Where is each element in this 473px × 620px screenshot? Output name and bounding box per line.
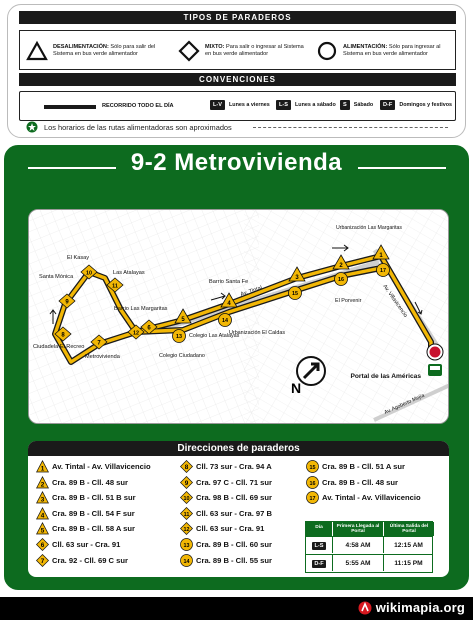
schedule-first-arrival: 4:58 AM	[332, 536, 383, 553]
stop-address: Cra. 89 B - Cll. 60 sur	[196, 540, 272, 549]
stop-address: Cra. 92 - Cll. 69 C sur	[52, 555, 128, 565]
stop-item	[306, 460, 405, 473]
stop-address: Cra. 89 B - Cll. 51 B sur	[52, 493, 136, 503]
diamond-icon	[178, 40, 200, 62]
triangle-icon	[36, 476, 49, 489]
circle-icon	[306, 460, 319, 473]
day-code-badge: D-F	[314, 561, 324, 567]
footer-bar	[0, 597, 473, 620]
map-stop-number: 12	[133, 330, 139, 337]
stop-number: 5	[40, 527, 45, 535]
stop-address: Cra. 89 B - Cll. 54 F sur	[52, 508, 135, 518]
map-stop-number: 10	[86, 270, 92, 277]
diamond-icon	[36, 538, 49, 551]
stop-item	[36, 507, 135, 520]
legend-panel	[7, 4, 466, 138]
circle-icon	[306, 491, 319, 504]
type-mixto	[178, 35, 308, 67]
day-code-label: Sábado	[353, 102, 374, 108]
map-stop-number: 14	[222, 318, 228, 324]
type-desc: Sólo para ingresar al Sistema en bus verde alimentador	[343, 43, 441, 57]
schedule-table	[305, 521, 433, 573]
stop-item	[180, 522, 264, 535]
stop-number: 16	[309, 480, 316, 487]
types-title: TIPOS DE PARADEROS	[19, 11, 456, 24]
route-map[interactable]	[28, 209, 449, 424]
label-metrovivienda: Metrovivienda	[85, 354, 120, 360]
convention-df	[380, 100, 452, 110]
wikimapia-brand[interactable]	[358, 600, 465, 615]
circle-icon	[180, 538, 193, 551]
label-portal: Portal de las Américas	[350, 373, 421, 380]
stop-number: 11	[183, 511, 190, 518]
map-stop-13[interactable]	[173, 330, 186, 343]
map-stop-16[interactable]	[335, 273, 348, 286]
circle-icon	[306, 476, 319, 489]
day-code-badge: L-S	[314, 543, 324, 549]
stop-number: 10	[183, 496, 190, 503]
schedule-last-departure: 11:15 PM	[383, 554, 433, 571]
compass-letter: N	[291, 380, 302, 396]
day-code-badge: L-S	[276, 100, 291, 110]
map-stop-number: 6	[147, 325, 151, 332]
day-code-badge: S	[340, 100, 350, 110]
conventions-title: CONVENCIONES	[19, 73, 456, 86]
stop-address: Cra. 89 B - Cll. 55 sur	[196, 555, 272, 565]
schedule-last-departure: 12:15 AM	[383, 536, 433, 553]
diamond-icon	[180, 476, 193, 489]
triangle-icon	[36, 491, 49, 504]
label-barrio-margaritas: Barrio Las Margaritas	[114, 306, 168, 312]
stop-item	[36, 460, 151, 473]
stop-item	[36, 554, 128, 567]
day-code-label: Lunes a sábado	[295, 102, 336, 108]
label-barrio-santa-fe: Barrio Santa Fe	[209, 279, 249, 285]
label-el-kasay: El Kasay	[67, 255, 90, 261]
type-desc: Para salir o ingresar al Sistema en bus verde alimentador	[205, 43, 304, 57]
type-name: ALIMENTACIÓN:	[343, 43, 388, 50]
type-desc: Sólo para salir del Sistema en bus verde alimentador	[53, 43, 156, 57]
stop-number: 7	[40, 557, 45, 565]
diamond-icon	[180, 507, 193, 520]
map-stop-number: 8	[61, 332, 65, 339]
label-el-porvenir: El Porvenir	[335, 298, 362, 304]
route-label: RECORRIDO TODO EL DÍA	[102, 103, 174, 109]
stop-item	[180, 460, 272, 473]
stop-item	[306, 476, 398, 489]
route-title: 9-2 Metrovivienda	[130, 149, 343, 176]
wikimapia-logo-icon	[358, 601, 372, 615]
map-canvas	[29, 210, 449, 424]
diamond-icon	[36, 554, 49, 567]
stop-number: 17	[309, 496, 316, 503]
stop-address: Cra. 89 B - Cll. 48 sur	[52, 477, 128, 487]
triangle-icon	[36, 522, 49, 535]
bus-window	[430, 366, 440, 370]
note-divider	[253, 127, 448, 128]
label-santa-monica: Santa Mónica	[39, 274, 74, 280]
stop-item	[36, 476, 128, 489]
day-code-badge: L-V	[210, 100, 225, 110]
label-av-tintal: Av. Tintal	[239, 285, 264, 298]
stop-address: Av. Tintal - Av. Villavicencio	[52, 462, 151, 471]
map-stop-number: 9	[65, 299, 69, 306]
schedule-note	[26, 121, 232, 133]
schedule-header-last: Última Salida del Portal	[383, 522, 434, 536]
stop-item	[180, 476, 272, 489]
triangle-icon	[36, 460, 49, 473]
schedule-first-arrival: 5:55 AM	[332, 554, 383, 571]
day-code-label: Lunes a viernes	[229, 102, 270, 108]
stop-number: 15	[309, 465, 316, 471]
label-las-atalayas: Las Atalayas	[113, 270, 145, 276]
map-stop-number: 11	[112, 283, 118, 290]
schedule-header-day: Día	[306, 522, 332, 536]
map-stop-number: 1	[379, 253, 383, 259]
type-desalimentacion	[26, 35, 171, 67]
directions-panel	[28, 441, 449, 577]
stop-number: 1	[40, 465, 45, 473]
stop-address: Cra. 89 B - Cll. 48 sur	[322, 477, 398, 487]
day-code-label: Domingos y festivos	[399, 102, 453, 108]
stop-address: Cll. 63 sur - Cra. 91	[52, 540, 121, 549]
title-divider-right	[358, 167, 446, 169]
type-name: DESALIMENTACIÓN:	[53, 43, 109, 50]
convention-s	[340, 100, 373, 110]
convention-ls	[276, 100, 336, 110]
map-stop-number: 17	[380, 268, 386, 274]
stop-address: Av. Tintal - Av. Villavicencio	[322, 493, 421, 503]
schedule-row-day	[306, 536, 332, 553]
label-urb-caldas: Urbanización El Caldas	[229, 330, 286, 336]
note-text: Los horarios de las rutas alimentadoras son aproximados	[44, 122, 232, 132]
circle-icon	[316, 40, 338, 62]
conventions-box	[19, 91, 456, 121]
stop-number: 4	[40, 512, 45, 520]
stop-number: 6	[40, 542, 45, 549]
label-urb-margaritas: Urbanización Las Margaritas	[335, 225, 403, 231]
schedule-header-first: Primera Llegada al Portal	[332, 522, 383, 536]
stop-address: Cll. 73 sur - Cra. 94 A	[196, 462, 272, 471]
stop-item	[36, 522, 135, 535]
stop-number: 13	[183, 543, 190, 549]
label-colegio-ciudadano: Colegio Ciudadano	[159, 353, 205, 359]
portal-dot	[430, 347, 441, 358]
stop-item	[180, 554, 272, 567]
map-stop-number: 4	[227, 301, 231, 307]
clock-badge-icon	[26, 121, 38, 133]
stop-item	[180, 538, 272, 551]
label-av-agoberto: Av. Agoberto Mejía	[383, 392, 426, 416]
triangle-icon	[36, 507, 49, 520]
route-line-sample	[44, 105, 96, 109]
stop-number: 9	[184, 479, 189, 487]
route-card	[4, 145, 469, 590]
stop-address: Cra. 97 C - Cll. 71 sur	[196, 477, 272, 487]
stop-types-box	[19, 30, 456, 70]
schedule-row-day	[306, 554, 332, 571]
stop-item	[180, 491, 272, 504]
stop-item	[306, 491, 421, 504]
type-alimentacion	[316, 35, 454, 67]
day-code-badge: D-F	[380, 100, 395, 110]
stop-address: Cra. 89 B - Cll. 58 A sur	[52, 524, 135, 534]
label-av-villavicencio: Av. Villavicencio	[381, 283, 409, 319]
stop-address: Cll. 63 sur - Cra. 97 B	[196, 508, 272, 518]
type-name: MIXTO:	[205, 43, 225, 50]
diamond-icon	[180, 522, 193, 535]
diamond-icon	[180, 491, 193, 504]
stop-number: 3	[40, 496, 45, 504]
stop-address: Cra. 89 B - Cll. 51 A sur	[322, 462, 405, 471]
label-colegio-atalayas: Colegio Las Atalayas	[189, 333, 240, 339]
map-stop-17[interactable]	[377, 264, 390, 277]
wikimapia-text: wikimapia.org	[375, 600, 465, 615]
map-stop-15[interactable]	[289, 287, 302, 300]
label-ciudadela-recreo: Ciudadela El Recreo	[33, 344, 85, 350]
stop-item	[36, 538, 120, 551]
map-stop-number: 15	[292, 291, 298, 297]
map-stop-14[interactable]	[219, 314, 232, 327]
map-stop-number: 13	[176, 334, 182, 340]
map-stop-number: 7	[97, 340, 101, 347]
diamond-icon	[180, 460, 193, 473]
map-stop-number: 5	[181, 317, 185, 323]
stop-address: Cra. 98 B - Cll. 69 sur	[196, 493, 272, 503]
circle-icon	[180, 554, 193, 567]
stop-address: Cll. 63 sur - Cra. 91	[196, 524, 265, 534]
convention-lv	[210, 100, 270, 110]
map-stop-number: 16	[338, 277, 344, 283]
directions-title: Direcciones de paraderos	[28, 441, 449, 456]
triangle-icon	[26, 40, 48, 62]
stop-number: 8	[184, 464, 189, 471]
map-stop-number: 2	[339, 263, 343, 269]
stop-number: 12	[183, 527, 190, 534]
map-stop-number: 3	[295, 275, 299, 281]
stop-number: 2	[40, 481, 45, 489]
stop-item	[36, 491, 136, 504]
stop-number: 14	[183, 558, 190, 565]
stop-item	[180, 507, 272, 520]
